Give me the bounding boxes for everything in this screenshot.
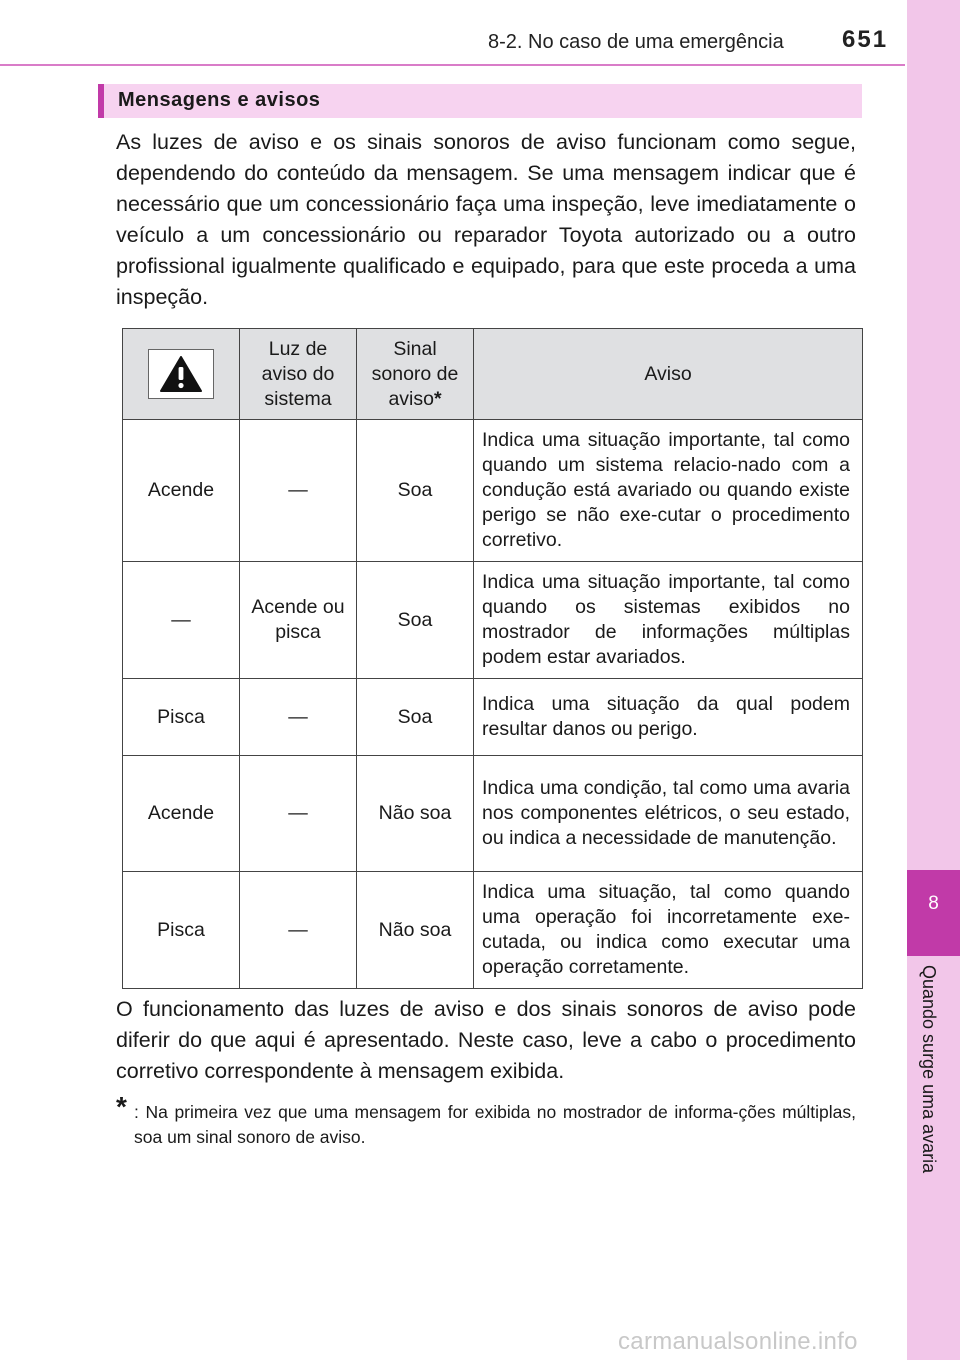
cell-master: — [123, 562, 240, 679]
header-message: Aviso [474, 329, 863, 420]
footnote-text: : Na primeira vez que uma mensagem for exibida no mostrador de informa-ções múltiplas, soa um sinal sonoro de aviso. [134, 1102, 856, 1147]
header-section-title: 8-2. No caso de uma emergência [488, 31, 784, 53]
cell-system: — [240, 679, 357, 756]
watermark: carmanualsonline.info [618, 1328, 858, 1355]
section-title: Mensagens e avisos [118, 89, 321, 111]
table-row [123, 872, 863, 989]
table-row [123, 756, 863, 872]
cell-master: Pisca [123, 872, 240, 989]
cell-buzzer: Soa [357, 562, 474, 679]
chapter-number: 8 [928, 893, 939, 914]
cell-message: Indica uma situação importante, tal como quando os sistemas exibidos no mostrador de informações múltiplas podem estar avariados. [474, 562, 863, 679]
closing-paragraph: O funcionamento das luzes de aviso e dos sinais sonoros de aviso pode diferir do que aqui é apresentado. Neste caso, leve a cabo o procedimento corretivo correspondente à mensagem exibida. [116, 997, 856, 1083]
cell-buzzer: Não soa [357, 872, 474, 989]
warning-table [122, 328, 863, 989]
cell-system: — [240, 872, 357, 989]
cell-system: — [240, 756, 357, 872]
cell-message: Indica uma situação da qual podem resultar danos ou perigo. [474, 679, 863, 756]
table-row [123, 679, 863, 756]
chapter-title: Quando surge uma avaria [919, 965, 939, 1174]
cell-master: Pisca [123, 679, 240, 756]
cell-buzzer: Soa [357, 420, 474, 562]
cell-master: Acende [123, 756, 240, 872]
intro-paragraph: As luzes de aviso e os sinais sonoros de aviso funcionam como segue, dependendo do conteúdo da mensagem. Se uma mensagem indicar que é necessário que um concessionário faça uma inspeção, leve imediatamente o veículo a um concessionário ou reparador Toyota autorizado ou a outro profissional igualmente qualificado e equipado, para que este proceda a uma inspeção. [116, 130, 856, 309]
cell-message: Indica uma situação importante, tal como quando um sistema relacio-nado com a condução está avariado ou quando existe perigo se não exe-cutar o procedimento corretivo. [474, 420, 863, 562]
header-master-warning [123, 329, 240, 420]
header-system-light: Luz de aviso do sistema [240, 329, 357, 420]
table-header-row [123, 329, 863, 420]
cell-system: — [240, 420, 357, 562]
cell-message: Indica uma condição, tal como uma avaria nos componentes elétricos, o seu estado, ou indica a necessidade de manutenção. [474, 756, 863, 872]
footnote-marker: * [433, 387, 442, 410]
table-row [123, 562, 863, 679]
table-row [123, 420, 863, 562]
page-number: 651 [842, 26, 889, 53]
header-buzzer-label: Sinal sonoro de aviso [371, 337, 459, 410]
section-heading [98, 84, 862, 118]
cell-message: Indica uma situação, tal como quando uma operação foi incorretamente exe-cutada, ou indica como executar uma operação corretamente. [474, 872, 863, 989]
cell-buzzer: Não soa [357, 756, 474, 872]
header-buzzer [357, 329, 474, 420]
footnote [116, 1091, 856, 1150]
header-rule [0, 64, 905, 66]
cell-system: Acende ou pisca [240, 562, 357, 679]
cell-buzzer: Soa [357, 679, 474, 756]
cell-master: Acende [123, 420, 240, 562]
footnote-star: * [116, 1091, 127, 1122]
warning-triangle-icon [148, 349, 214, 399]
